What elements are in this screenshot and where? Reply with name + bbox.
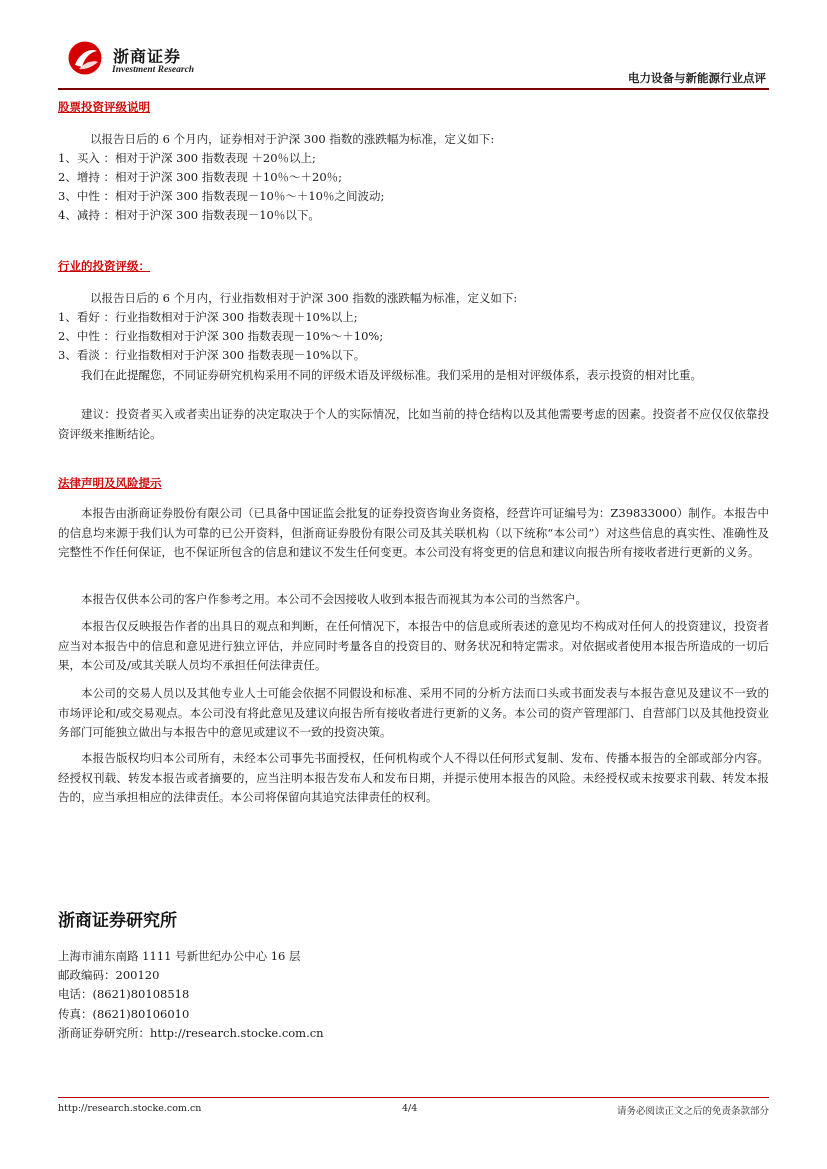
phone: 电话：(8621)80108518	[58, 987, 190, 1002]
header-divider	[58, 88, 769, 90]
legal-paragraph: 本报告版权均归本公司所有，未经本公司事先书面授权，任何机构或个人不得以任何形式复制、发布、传播本报告的全部或部分内容。经授权刊载、转发本报告或者摘要的，应当注明本报告发布人和发布日期，并提示使用本报告的风险。未经授权或未按要求刊载、转发本报告的，应当承担相应的法律责任。本公司将保留向其追究法律责任的权利。	[58, 751, 769, 804]
brand-subtitle: Investment Research	[112, 65, 195, 75]
website: 浙商证券研究所：http://research.stocke.com.cn	[58, 1025, 324, 1040]
company-logo-icon	[66, 40, 104, 76]
footer-url[interactable]: http://research.stocke.com.cn	[58, 1103, 202, 1114]
institute-name: 浙商证券研究所	[58, 911, 177, 931]
stock-rating-item: 1、买入 ：相对于沪深 300 指数表现 ＋20％以上;	[58, 151, 316, 165]
stock-rating-item: 4、减持 ：相对于沪深 300 指数表现－10％以下。	[58, 208, 320, 222]
industry-rating-item: 1、看好 ：行业指数相对于沪深 300 指数表现＋10%以上;	[58, 310, 358, 324]
footer-divider	[58, 1097, 769, 1098]
legal-paragraph: 本报告仅供本公司的客户作参考之用。本公司不会因接收人收到本报告而视其为本公司的当然客户。	[81, 592, 587, 606]
stock-rating-intro: 以报告日后的 6 个月内，证券相对于沪深 300 指数的涨跌幅为标准，定义如下:	[90, 132, 495, 146]
contact-block	[58, 947, 324, 1043]
legal-heading: 法律声明及风险提示	[58, 476, 162, 490]
fax: 传真：(8621)80106010	[58, 1006, 190, 1021]
page-number: 4/4	[402, 1103, 418, 1114]
industry-rating-item: 2、中性 ：行业指数相对于沪深 300 指数表现－10%～＋10%;	[58, 329, 384, 343]
legal-paragraph: 本公司的交易人员以及其他专业人士可能会依据不同假设和标准、采用不同的分析方法而口头或书面发表与本报告意见及建议不一致的市场评论和/或交易观点。本公司没有将此意见及建议向报告所有接收者进行更新的义务。本公司的资产管理部门、自营部门以及其他投资业务部门可能独立做出与本报告中的意见或建议不一致的投资决策。	[58, 686, 769, 739]
stock-rating-heading: 股票投资评级说明	[58, 100, 150, 114]
industry-rating-heading: 行业的投资评级：	[58, 259, 150, 273]
industry-rating-intro: 以报告日后的 6 个月内，行业指数相对于沪深 300 指数的涨跌幅为标准，定义如下:	[90, 291, 518, 305]
industry-rating-item: 3、看淡 ：行业指数相对于沪深 300 指数表现－10%以下。	[58, 348, 366, 362]
footer-disclaimer: 请务必阅读正文之后的免责条款部分	[616, 1106, 769, 1117]
postal-code: 邮政编码：200120	[58, 968, 160, 983]
stock-rating-item: 2、增持 ：相对于沪深 300 指数表现 ＋10％～＋20％;	[58, 170, 343, 184]
brand-name: 浙商证券	[113, 47, 182, 66]
investment-advice: 建议：投资者买入或者卖出证券的决定取决于个人的实际情况，比如当前的持仓结构以及其他需要考虑的因素。投资者不应仅仅依靠投资评级来推断结论。	[58, 407, 769, 441]
address-line: 上海市浦东南路 1111 号新世纪办公中心 16 层	[58, 949, 301, 963]
legal-paragraph: 本报告由浙商证券股份有限公司（已具备中国证监会批复的证券投资咨询业务资格，经营许可证编号为：Z39833000）制作。本报告中的信息均来源于我们认为可靠的已公开资料，但浙商证券股份有限公司及其关联机构（以下统称“本公司”）对这些信息的真实性、准确性及完整性不作任何保证，也不保证所包含的信息和建议不发生任何变更。本公司没有将变更的信息和建议向报告所有接收者进行更新的义务。	[58, 506, 769, 559]
legal-paragraph: 本报告仅反映报告作者的出具日的观点和判断，在任何情况下，本报告中的信息或所表述的意见均不构成对任何人的投资建议，投资者应当对本报告中的信息和意见进行独立评估，并应同时考量各自的投资目的、财务状况和特定需求。对依据或者使用本报告所造成的一切后果，本公司及/或其关联人员均不承担任何法律责任。	[58, 619, 769, 672]
rating-note: 我们在此提醒您，不同证券研究机构采用不同的评级术语及评级标准。我们采用的是相对评级体系，表示投资的相对比重。	[81, 368, 702, 382]
stock-rating-item: 3、中性 ：相对于沪深 300 指数表现－10％～＋10％之间波动;	[58, 189, 385, 203]
report-type: 电力设备与新能源行业点评	[628, 71, 766, 85]
